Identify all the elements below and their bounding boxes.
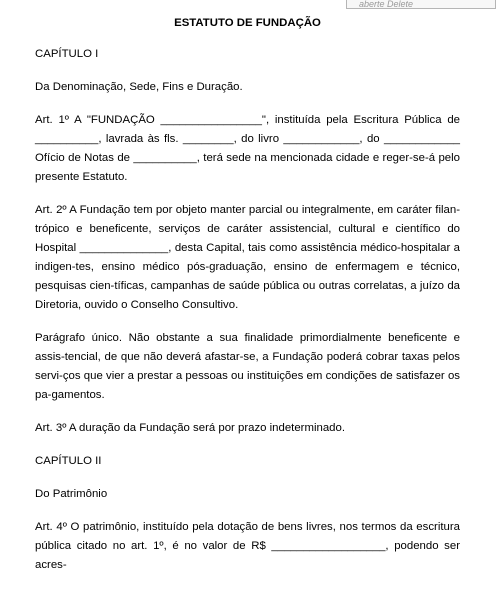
article-3: Art. 3º A duração da Fundação será por prazo indeterminado. (35, 422, 345, 434)
article-1: Art. 1º A "FUNDAÇÃO ________________", instituída pela Escritura Pública de __________, lavrada às fls. ________, do livro ____________, do ____________ Ofício de Notas de __________, terá sede na mencionada cidade e reger-se-á pelo presente Estatuto. (35, 114, 460, 183)
document-page (35, 14, 460, 589)
article-2: Art. 2º A Fundação tem por objeto manter parcial ou integralmente, em caráter filan-trópico e beneficente, serviços de caráter assistencial, cultural e científico do Hospital ______________, desta Capital, tais como assistência médico-hospitalar a indigen-tes, ensino médico pós-graduação, ensino de enfermagem e técnico, pesquisas cien-tíficas, campanhas de saúde pública ou outras correlatas, a juízo da Diretoria, ouvido o Conselho Consultivo. (35, 204, 460, 311)
chapter-1-subtitle: Da Denominação, Sede, Fins e Duração. (35, 81, 243, 93)
chapter-1-heading: CAPÍTULO I (35, 48, 99, 60)
article-4: Art. 4º O patrimônio, instituído pela dotação de bens livres, nos termos da escritura pública citado no art. 1º, é no valor de R$ __________________, podendo ser acres- (35, 521, 460, 571)
chapter-2-subtitle: Do Patrimônio (35, 488, 108, 500)
document-title: ESTATUTO DE FUNDAÇÃO (174, 17, 321, 29)
paragrafo-unico: Parágrafo único. Não obstante a sua finalidade primordialmente beneficente e assis-tencial, de que não deverá afastar-se, a Fundação poderá cobrar taxas pelos servi-ços que vier a prestar a pessoas ou instituições em condições de satisfazer os pa-gamentos. (35, 332, 460, 401)
corner-tab[interactable]: aberte Delete (346, 0, 496, 9)
chapter-2-heading: CAPÍTULO II (35, 455, 102, 467)
